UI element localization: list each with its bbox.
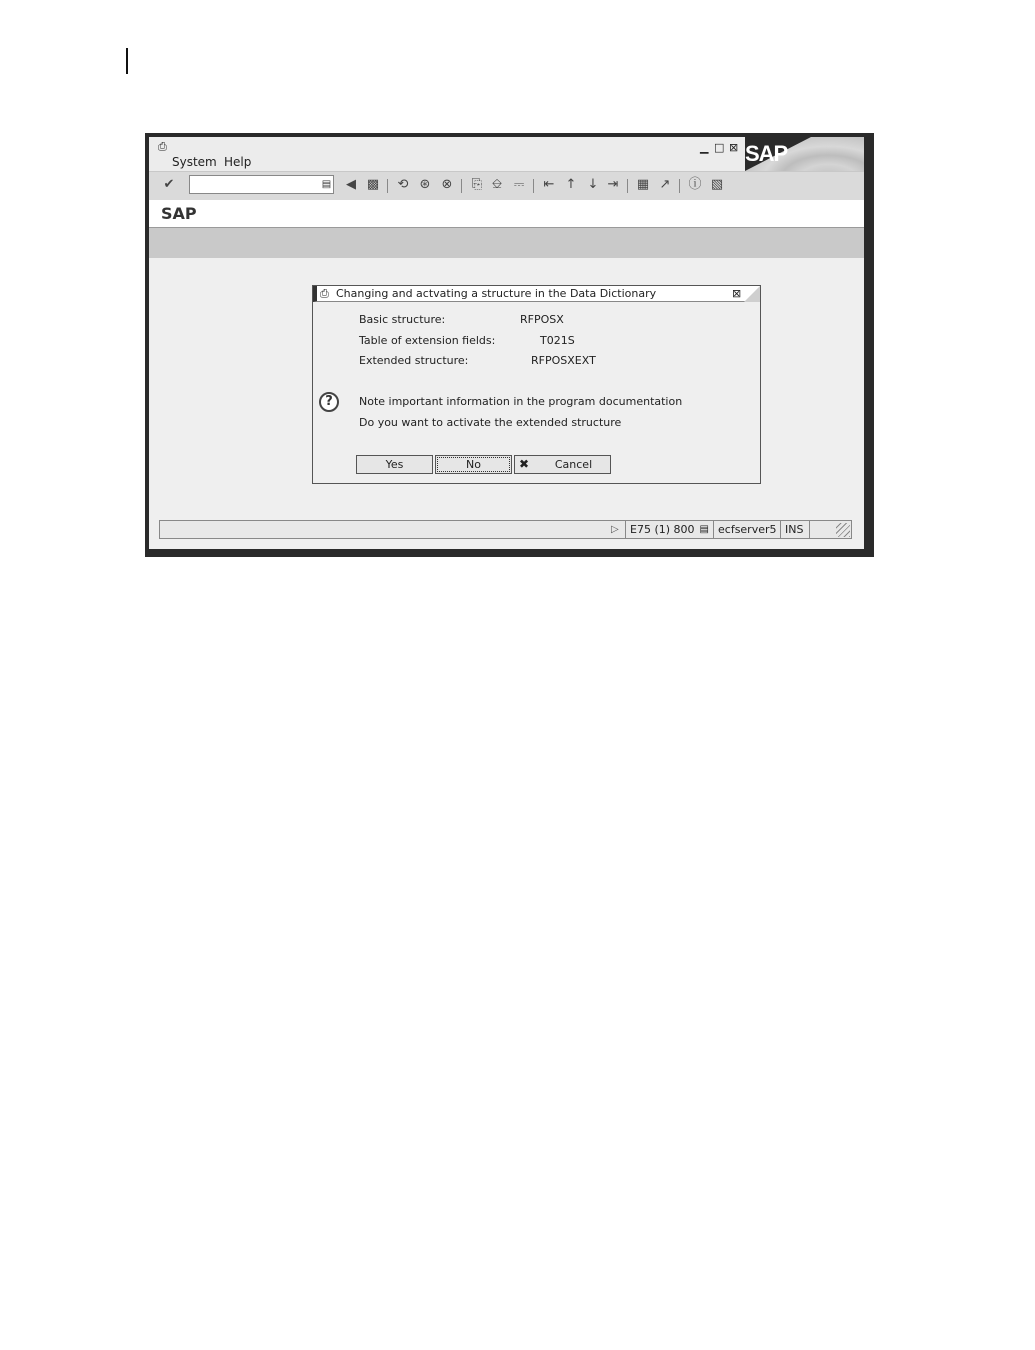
dialog-title-corner (744, 286, 760, 302)
status-server: ecfserver5 (713, 521, 780, 538)
maximize-icon[interactable]: □ (714, 141, 725, 154)
status-insert-mode[interactable]: INS (780, 521, 809, 538)
toolbar-separator (533, 179, 534, 193)
status-empty-field (809, 521, 834, 538)
back-arrow-icon[interactable]: ⟲ (397, 177, 409, 192)
last-page-icon[interactable]: ⇥ (607, 177, 619, 192)
status-system-text: E75 (1) 800 (630, 523, 695, 536)
no-button[interactable] (435, 455, 512, 474)
title-bar (149, 200, 864, 228)
dialog-close-icon[interactable]: ⊠ (732, 287, 742, 300)
dialog-menu-icon[interactable]: ⎙ (320, 287, 329, 300)
toolbar-separator (387, 179, 388, 193)
create-session-icon[interactable]: ▦ (636, 177, 650, 192)
page-title: SAP (161, 204, 197, 223)
enter-icon[interactable]: ✔ (163, 177, 175, 192)
extended-structure-value: RFPOSXEXT (531, 354, 596, 367)
basic-structure-value: RFPOSX (520, 313, 564, 326)
application-toolbar (149, 228, 864, 258)
basic-structure-label: Basic structure: (359, 313, 446, 326)
command-field[interactable] (189, 175, 334, 194)
next-page-icon[interactable]: ↓ (587, 177, 599, 192)
cancel-x-icon: ✖ (519, 457, 530, 471)
toolbar-separator (627, 179, 628, 193)
dialog-question-text: Do you want to activate the extended structure (359, 416, 622, 429)
system-info-icon[interactable]: ▤ (699, 524, 709, 535)
system-menu-icon[interactable]: ⎙ (158, 140, 167, 153)
yes-button-label: Yes (385, 458, 404, 471)
minimize-icon[interactable]: ▁ (700, 141, 709, 154)
confirm-dialog (312, 285, 761, 484)
command-history-icon[interactable]: ▤ (321, 179, 332, 190)
resize-grip[interactable] (836, 523, 850, 537)
screenshot-frame (145, 133, 874, 557)
cancel-button[interactable] (514, 455, 611, 474)
extended-structure-label: Extended structure: (359, 354, 469, 367)
standard-toolbar (149, 171, 864, 201)
find-next-icon[interactable]: ⎓ (513, 177, 525, 192)
no-button-label: No (466, 458, 481, 471)
toolbar-separator (679, 179, 680, 193)
toolbar-separator (461, 179, 462, 193)
extension-table-value: T021S (540, 334, 575, 347)
back-icon[interactable]: ◀ (346, 177, 356, 192)
question-icon: ? (319, 392, 339, 412)
cancel-button-label: Cancel (554, 458, 593, 471)
find-icon[interactable]: ⎒ (491, 177, 503, 192)
status-system-info (625, 521, 713, 538)
help-icon[interactable]: ⓘ (688, 177, 702, 192)
cancel-icon[interactable]: ⊗ (441, 177, 453, 192)
shortcut-icon[interactable]: ↗ (659, 177, 671, 192)
exit-icon[interactable]: ⊛ (419, 177, 431, 192)
previous-page-icon[interactable]: ↑ (565, 177, 577, 192)
save-icon[interactable]: ▩ (366, 177, 380, 192)
close-window-icon[interactable]: ⊠ (729, 141, 739, 154)
print-icon[interactable]: ⎘ (471, 177, 483, 192)
layout-menu-icon[interactable]: ▧ (710, 177, 724, 192)
yes-button[interactable] (356, 455, 433, 474)
status-bar (159, 520, 852, 539)
page-margin-rule (126, 48, 128, 74)
status-expand-icon[interactable]: ▷ (611, 524, 619, 535)
dialog-title: Changing and actvating a structure in the Data Dictionary (336, 287, 657, 300)
first-page-icon[interactable]: ⇤ (543, 177, 555, 192)
extension-table-label: Table of extension fields: (359, 334, 496, 347)
menu-system[interactable]: System (172, 155, 217, 169)
sap-window (149, 137, 864, 549)
menu-help[interactable]: Help (224, 155, 252, 169)
dialog-note-text: Note important information in the program documentation (359, 395, 683, 408)
dialog-title-bar (313, 286, 760, 302)
sap-logo: SAP (745, 141, 788, 166)
